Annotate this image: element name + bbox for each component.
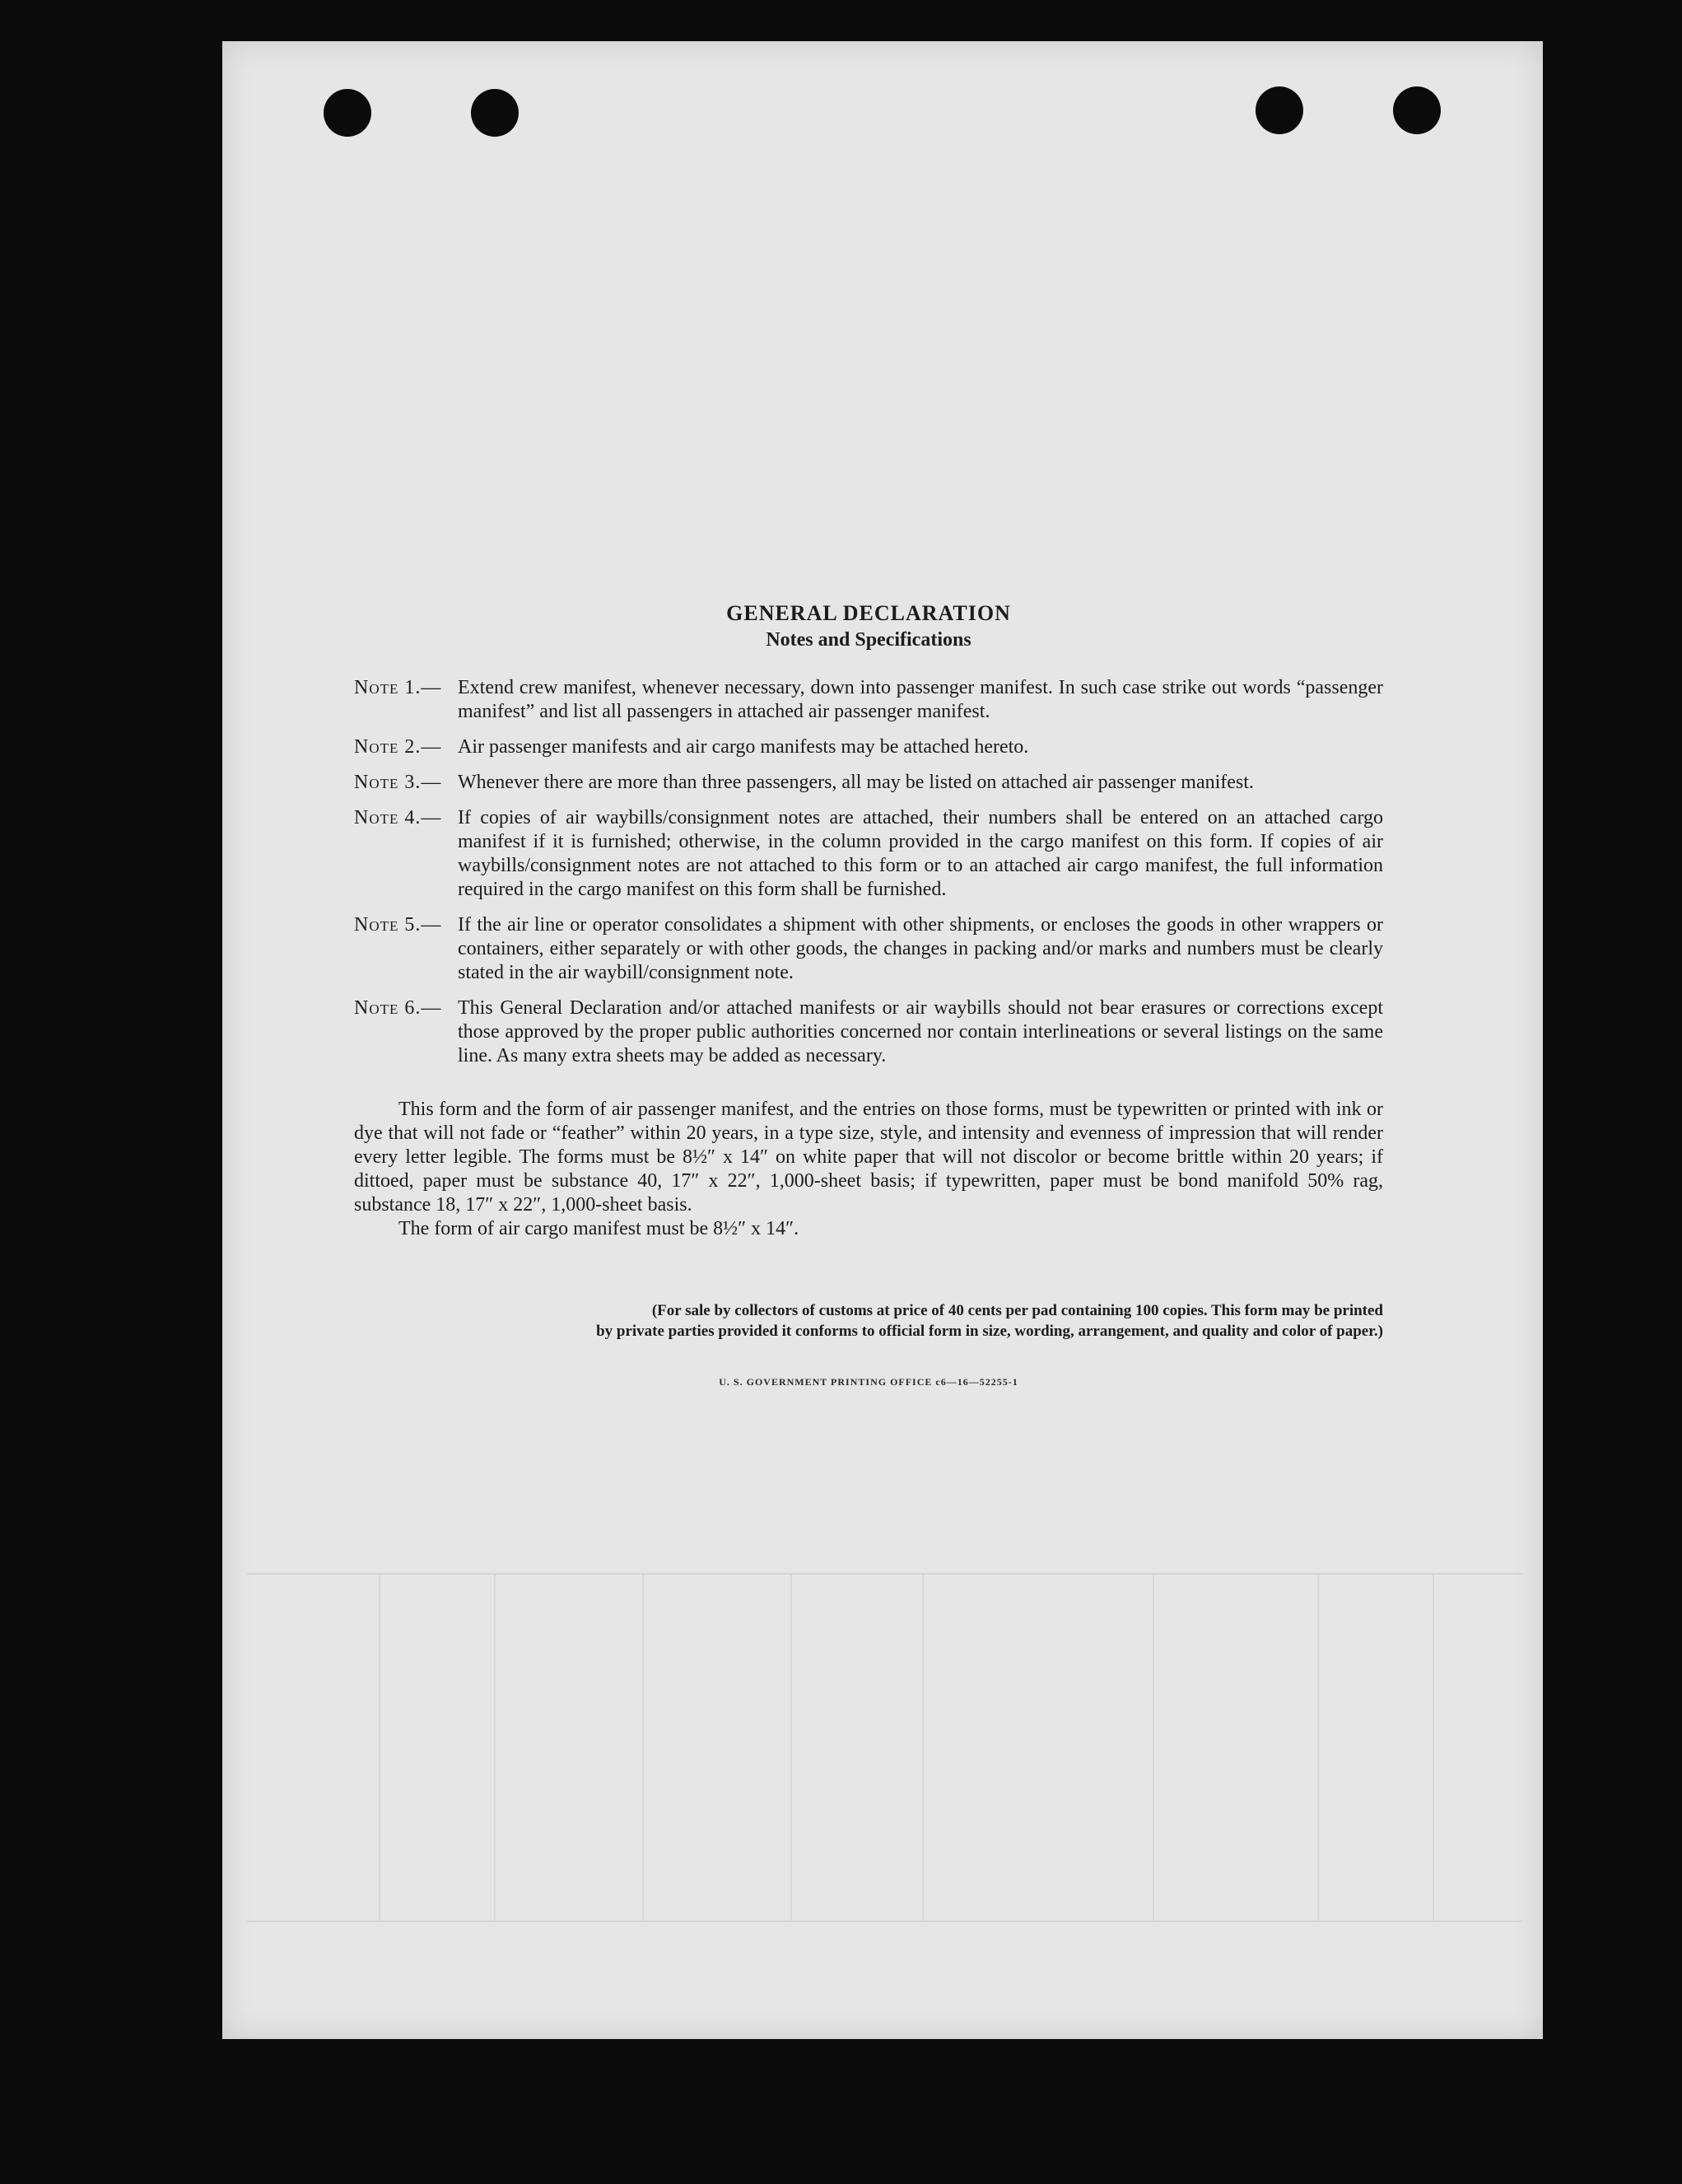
paper-sheet bbox=[222, 41, 1543, 2039]
note-text: Whenever there are more than three passengers, all may be listed on attached air passenger manifest. bbox=[458, 772, 1254, 793]
cargo-manifest-size-paragraph: The form of air cargo manifest must be 8½″ x 14″. bbox=[398, 1218, 799, 1239]
note-label: Note 6.— bbox=[354, 997, 442, 1019]
note-text: Air passenger manifests and air cargo manifests may be attached hereto. bbox=[458, 736, 1029, 758]
punch-hole bbox=[1393, 86, 1441, 134]
page-subtitle: Notes and Specifications bbox=[766, 629, 971, 651]
note-text: If the air line or operator consolidates a shipment with other shipments, or encloses the goods in other wrappers or containers, either separately or with other goods, the changes in packing and/or marks and numbers must be clearly stated in the air waybill/consignment note. bbox=[458, 914, 1383, 983]
note-label: Note 3.— bbox=[354, 772, 442, 793]
note-4 bbox=[354, 806, 1383, 902]
printer-imprint: U. S. GOVERNMENT PRINTING OFFICE c6—16—52255-1 bbox=[719, 1376, 1018, 1388]
note-5 bbox=[354, 913, 1383, 985]
sale-note-line: by private parties provided it conforms to official form in size, wording, arrangement, and quality and color of paper.) bbox=[596, 1323, 1383, 1340]
note-2 bbox=[354, 735, 1383, 759]
note-6 bbox=[354, 996, 1383, 1068]
note-text: This General Declaration and/or attached manifests or air waybills should not bear erasures or corrections except those approved by the proper public authorities concerned nor contain interlineations or several listings on the same line. As many extra sheets may be added as necessary. bbox=[458, 997, 1383, 1066]
punch-hole bbox=[1256, 86, 1303, 134]
notes-content bbox=[354, 601, 1383, 1388]
sale-note-line: (For sale by collectors of customs at price of 40 cents per pad containing 100 copies. This form may be printed bbox=[651, 1302, 1383, 1319]
note-text: If copies of air waybills/consignment notes are attached, their numbers shall be entered on an attached cargo manifest if it is furnished; otherwise, in the column provided in the cargo manifest on this form. If copies of air waybills/consignment notes are not attached to this form or to an attached air cargo manifest, the full information required in the cargo manifest on this form shall be furnished. bbox=[458, 807, 1383, 900]
note-text: Extend crew manifest, whenever necessary, down into passenger manifest. In such case strike out words “passenger manifest” and list all passengers in attached air passenger manifest. bbox=[458, 677, 1383, 722]
note-label: Note 4.— bbox=[354, 807, 442, 828]
specification-paragraph: This form and the form of air passenger manifest, and the entries on those forms, must be typewritten or printed with ink or dye that will not fade or “feather” within 20 years, in a type size, style, and intensity and evenness of impression that will render every letter legible. The forms must be 8½″ x 14″ on white paper that will not discolor or become brittle within 20 years; if dittoed, paper must be substance 40, 17″ x 22″, 1,000-sheet basis; if typewritten, paper must be bond manifold 50% rag, substance 18, 17″ x 22″, 1,000-sheet basis. bbox=[354, 1099, 1383, 1216]
note-label: Note 2.— bbox=[354, 736, 442, 758]
punch-hole bbox=[471, 89, 519, 137]
note-3 bbox=[354, 771, 1383, 795]
note-label: Note 1.— bbox=[354, 677, 442, 698]
note-1 bbox=[354, 676, 1383, 724]
punch-hole bbox=[324, 89, 371, 137]
note-label: Note 5.— bbox=[354, 914, 442, 936]
bleed-through-table bbox=[247, 1573, 1523, 1922]
sale-note bbox=[354, 1300, 1383, 1342]
page-title: GENERAL DECLARATION bbox=[726, 601, 1011, 625]
